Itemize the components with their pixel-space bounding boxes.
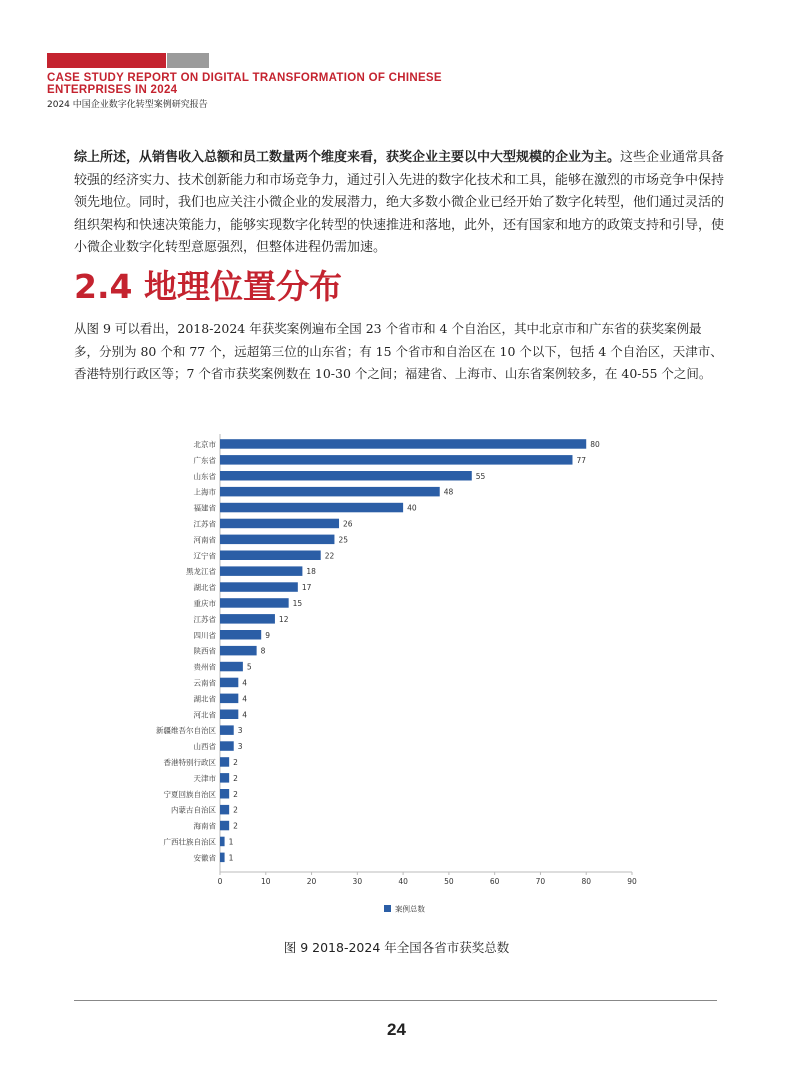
legend-swatch [384,905,391,912]
data-label: 3 [237,726,243,736]
category-label: 黑龙江省 [186,567,216,577]
x-tick-label: 20 [306,877,317,886]
data-label: 2 [233,773,238,783]
data-label: 18 [306,567,316,577]
category-label: 重庆市 [193,598,216,608]
x-tick-label: 40 [398,877,408,886]
bar [220,455,572,465]
category-label: 海南省 [193,821,216,831]
category-label: 辽宁省 [193,551,216,561]
bar [220,710,238,720]
category-label: 江苏省 [193,519,216,529]
header-red-bar [47,53,166,68]
bar-chart-svg [140,430,660,925]
bar [220,837,225,847]
data-label: 48 [443,487,454,497]
header-gray-bar [167,53,209,68]
data-label: 26 [343,519,353,529]
data-label: 1 [228,837,234,847]
category-label: 宁夏回族自治区 [163,789,216,799]
category-label: 湖北省 [193,583,216,593]
category-label: 香港特别行政区 [163,757,216,767]
data-label: 17 [301,583,312,593]
data-label: 25 [338,535,348,545]
x-tick-label: 0 [217,877,223,886]
bar [220,773,229,783]
category-label: 湖北省 [193,694,216,704]
bar [220,853,225,863]
data-label: 8 [260,646,266,656]
bar [220,471,472,481]
data-label: 40 [407,503,417,513]
data-label: 2 [233,789,238,799]
section-heading: 2.4 地理位置分布 [74,267,342,306]
category-label: 上海市 [193,487,216,497]
data-label: 80 [590,439,600,449]
data-label: 77 [576,455,587,465]
bar [220,678,238,688]
bar [220,519,339,529]
category-label: 江苏省 [193,614,216,624]
category-label: 北京市 [193,439,216,449]
paragraph-summary-rest: 这些企业通常具备较强的经济实力、技术创新能力和市场竞争力，通过引入先进的数字化技术和工具，能够在激烈的市场竞争中保持领先地位。同时，我们也应关注小微企业的发展潜力，绝大多数小微企业已经开始了数字化转型，他们通过灵活的组织架构和快速决策能力，能够实现数字化转型的快速推进和落地，此外，还有国家和地方的政策支持和引导，使小微企业数字化转型意愿强烈，但整体进程仍需加速。 [74,150,725,256]
data-label: 3 [237,742,243,752]
category-label: 河南省 [193,535,216,545]
bar-chart [140,430,660,925]
bar [220,821,229,831]
x-tick-label: 10 [261,877,271,886]
bar [220,741,234,751]
category-label: 安徽省 [193,853,216,863]
category-label: 四川省 [193,630,216,640]
data-label: 4 [242,710,248,720]
data-label: 22 [324,551,335,561]
data-label: 4 [242,678,248,688]
bar [220,487,440,497]
x-tick-label: 50 [444,877,454,886]
category-label: 广东省 [193,455,216,465]
legend-label: 案例总数 [395,904,425,914]
data-label: 15 [292,598,303,608]
x-tick-label: 70 [535,877,546,886]
category-label: 广西壮族自治区 [163,837,216,847]
category-label: 山西省 [193,742,216,752]
report-title-cn: 2024 中国企业数字化转型案例研究报告 [47,100,208,110]
data-label: 4 [242,694,248,704]
data-label: 12 [278,614,289,624]
paragraph-summary [74,147,726,260]
figure-caption: 图 9 2018-2024 年全国各省市获奖总数 [283,940,510,955]
category-label: 贵州省 [193,662,216,672]
bar [220,582,298,592]
paragraph-geography: 从图 9 可以看出，2018-2024 年获奖案例遍布全国 23 个省市和 4 个自治区，其中北京市和广东省的获奖案例最多，分别为 80 个和 77 个，远超第三位的山东省；有 15 个省市和自治区在 10 个以下，包括 4 个自治区，天津市、香港特别行政区等；7 个省市获奖案例数在 10-30 个之间；福建省、上海市、山东省案例较多，在 40-55 个之间。 [74,321,723,382]
bar [220,646,257,656]
bar [220,789,229,799]
bar [220,662,243,672]
report-title-en: CASE STUDY REPORT ON DIGITAL TRANSFORMATION OF CHINESE ENTERPRISES IN 2024 [47,72,442,96]
x-tick-label: 30 [352,877,363,886]
bar [220,694,238,704]
x-tick-label: 80 [581,877,591,886]
data-label: 2 [233,821,238,831]
x-tick-label: 90 [627,877,637,886]
bar [220,725,234,735]
bar [220,551,321,561]
data-label: 2 [233,805,238,815]
data-label: 2 [233,757,238,767]
category-label: 云南省 [193,678,216,688]
bar [220,598,289,608]
data-label: 1 [228,853,234,863]
bar [220,757,229,767]
category-label: 河北省 [193,710,216,720]
bar [220,566,302,576]
bar [220,805,229,815]
category-label: 山东省 [193,471,216,481]
category-label: 内蒙古自治区 [171,805,216,815]
bar [220,503,403,513]
category-label: 天津市 [193,773,216,783]
bar [220,439,586,449]
bar [220,535,334,545]
page-number: 24 [387,1020,406,1039]
footer-divider [74,1000,717,1001]
x-tick-label: 60 [489,877,500,886]
bar [220,630,261,640]
data-label: 9 [265,630,270,640]
bar [220,614,275,624]
data-label: 55 [475,471,486,481]
data-label: 5 [246,662,252,672]
category-label: 新疆维吾尔自治区 [156,726,216,736]
category-label: 陕西省 [193,646,216,656]
category-label: 福建省 [193,503,216,513]
paragraph-summary-lead: 综上所述，从销售收入总额和员工数量两个维度来看，获奖企业主要以中大型规模的企业为主。 [74,150,621,165]
